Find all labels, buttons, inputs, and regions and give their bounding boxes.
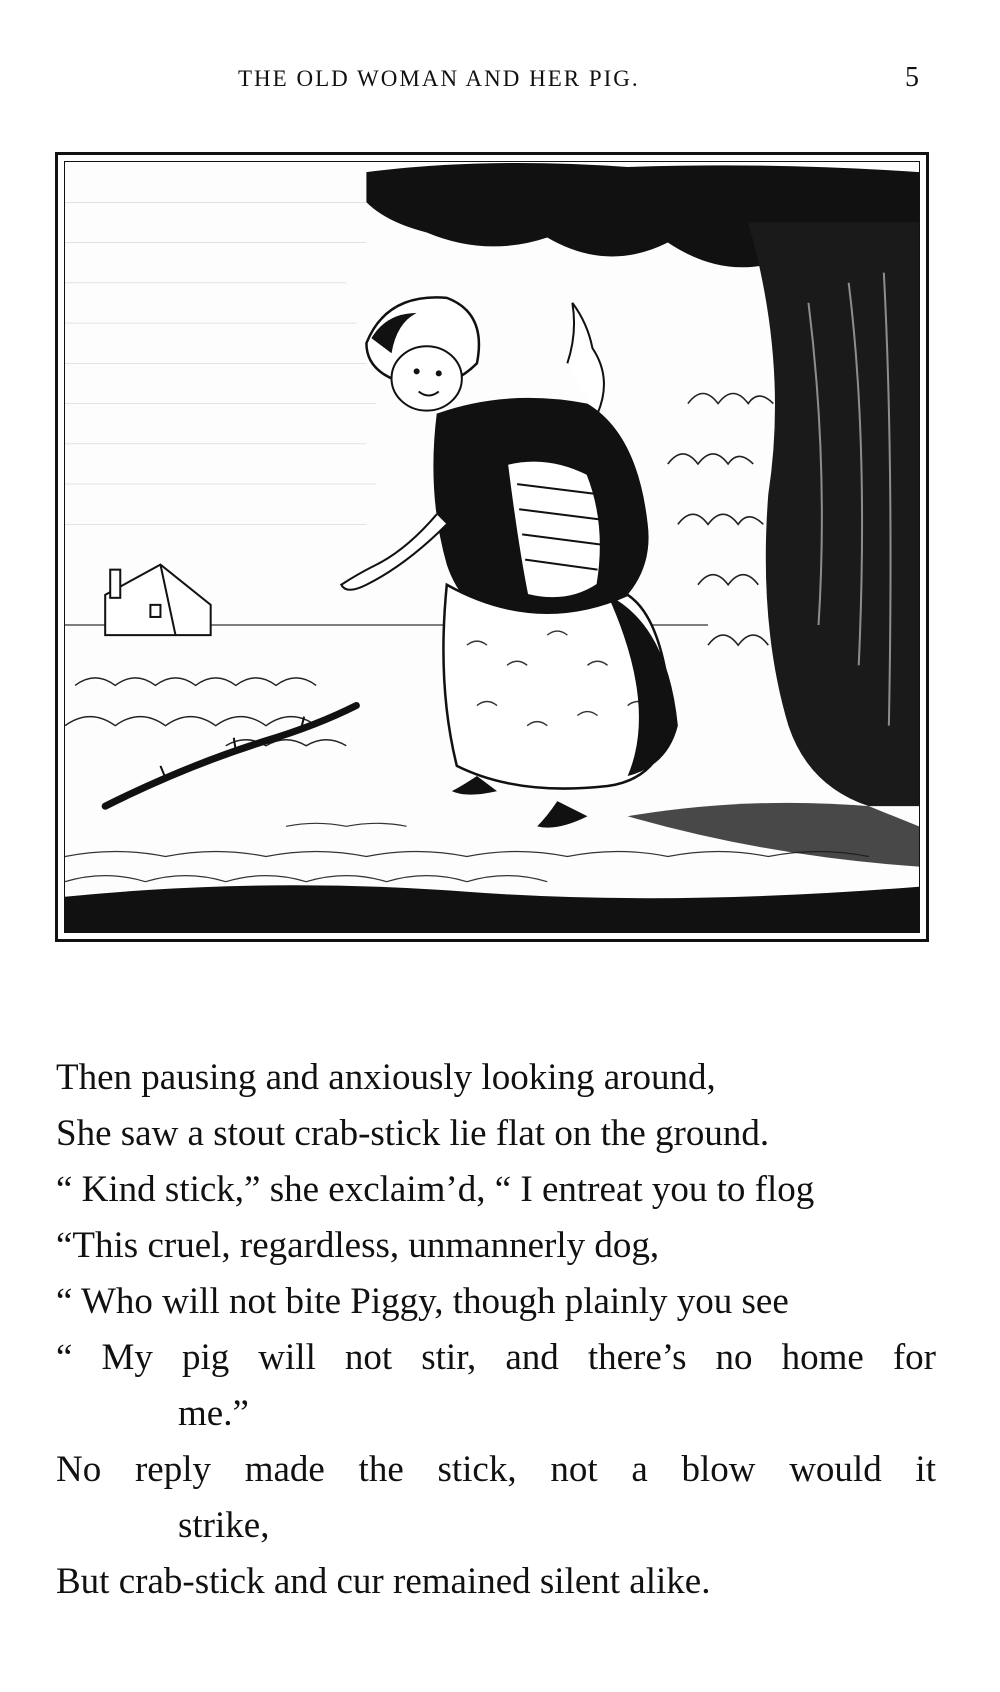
old-woman-figure bbox=[341, 297, 678, 827]
verse-line: “ My pig will not stir, and there’s no home for bbox=[56, 1337, 936, 1378]
page-number: 5 bbox=[905, 62, 919, 93]
illustration-frame bbox=[55, 152, 929, 942]
verse-line: “This cruel, regardless, unmannerly dog, bbox=[56, 1225, 660, 1266]
hedgerow bbox=[65, 678, 346, 746]
verse-line: But crab-stick and cur remained silent alike. bbox=[56, 1561, 711, 1602]
verse-line: No reply made the stick, not a blow would it bbox=[56, 1449, 936, 1490]
old-woman-with-crab-stick-engraving bbox=[65, 162, 919, 932]
verse-line: “ Kind stick,” she exclaim’d, “ I entreat you to flog bbox=[56, 1169, 815, 1210]
verse-line-continuation: me.” bbox=[178, 1393, 249, 1434]
verse-line: “ Who will not bite Piggy, though plainly you see bbox=[56, 1281, 789, 1322]
verse-text bbox=[56, 1050, 936, 1610]
page-header bbox=[0, 62, 1000, 106]
verse-line: She saw a stout crab-stick lie flat on the ground. bbox=[56, 1113, 770, 1154]
verse-line: Then pausing and anxiously looking around, bbox=[56, 1057, 716, 1098]
verse-line-continuation: strike, bbox=[178, 1505, 270, 1546]
tree-trunk bbox=[748, 222, 919, 806]
tree-foliage bbox=[668, 394, 773, 646]
woodcut-illustration bbox=[64, 161, 920, 933]
sky-hatching bbox=[65, 202, 376, 524]
foreground-shadow bbox=[65, 885, 919, 932]
crab-stick bbox=[105, 706, 356, 807]
cottage bbox=[105, 565, 210, 635]
running-title: THE OLD WOMAN AND HER PIG. bbox=[238, 66, 640, 91]
